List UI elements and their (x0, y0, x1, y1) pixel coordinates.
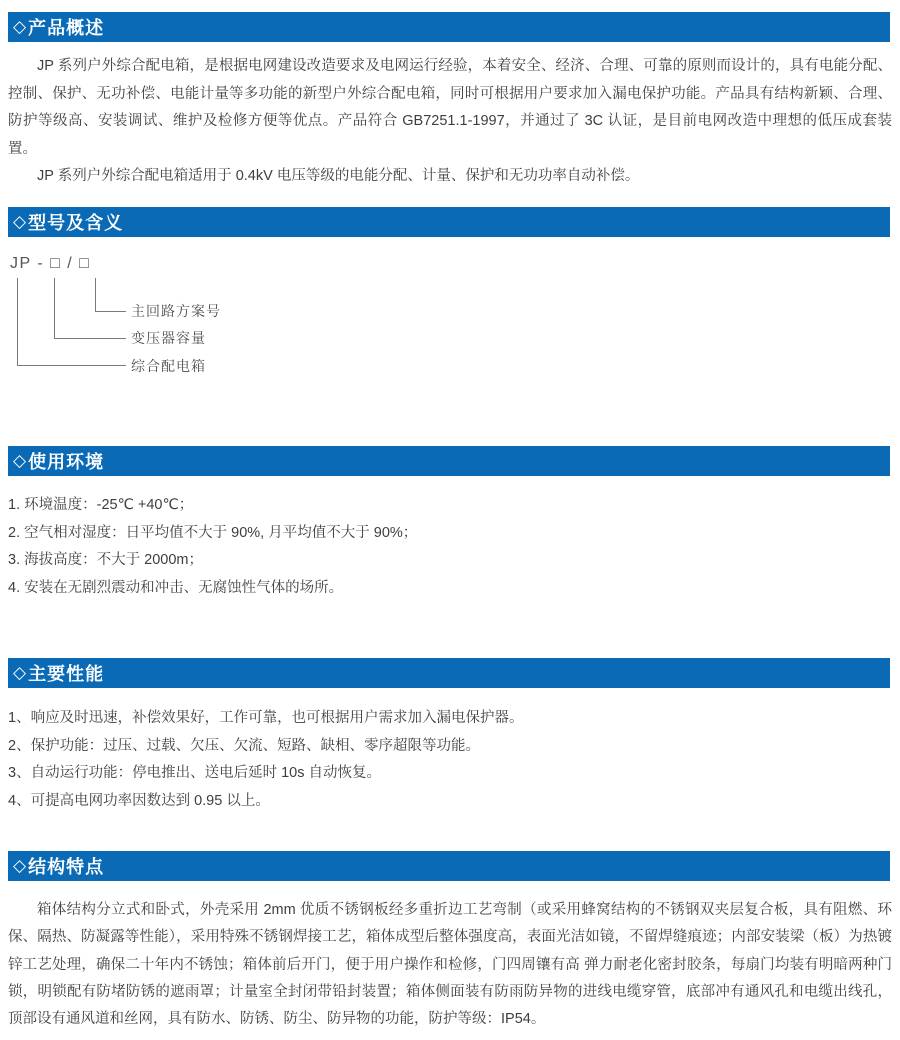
list-item: 3. 海拔高度：不大于 2000m； (8, 552, 203, 569)
section-header-model (8, 207, 890, 237)
list-item: 1. 环境温度：-25℃ +40℃； (8, 497, 194, 513)
structure-text (8, 897, 892, 1033)
section-title-overview: 产品概述 (28, 18, 105, 38)
section-header-structure (8, 851, 890, 881)
overview-text (8, 53, 892, 191)
model-label-transformer-capacity: 变压器容量 (131, 330, 206, 346)
diamond-icon: ◇ (13, 856, 28, 875)
performance-list (8, 705, 892, 815)
diamond-icon: ◇ (13, 451, 28, 470)
section-title-environment: 使用环境 (28, 452, 105, 472)
list-item: 3、自动运行功能：停电推出、送电后延时 10s 自动恢复。 (8, 765, 381, 782)
section-header-performance (8, 658, 890, 688)
list-item: 2. 空气相对湿度：日平均值不大于 90%, 月平均值不大于 90%； (8, 524, 418, 541)
overview-paragraph: JP 系列户外综合配电箱，是根据电网建设改造要求及电网运行经验，本着安全、经济、合理、可靠的原则而设计的，具有电能分配、控制、保护、无功补偿、电能计量等多功能的新型户外综合配电箱，同时可根据用户要求加入漏电保护功能。产品具有结构新颖、合理、防护等级高、安装调试、维护及检修方便等优点。产品符合 GB7251.1-1997，并通过了 3C 认证，是目前电网改造中理想的低压成套装置。 (8, 58, 892, 157)
model-code: JP - □ / □ (10, 255, 91, 272)
list-item: 4. 安装在无剧烈震动和冲击、无腐蚀性气体的场所。 (8, 579, 344, 596)
section-title-performance: 主要性能 (28, 664, 105, 684)
list-item: 1、响应及时迅速，补偿效果好，工作可靠，也可根据用户需求加入漏电保护器。 (8, 710, 524, 726)
section-title-model: 型号及含义 (28, 213, 124, 233)
model-designation-diagram (0, 255, 420, 385)
environment-list (8, 492, 892, 602)
section-title-structure: 结构特点 (28, 857, 105, 877)
model-connector-line (95, 278, 126, 312)
diamond-icon: ◇ (13, 212, 28, 231)
section-header-overview (8, 12, 890, 42)
section-header-environment (8, 446, 890, 476)
structure-paragraph: 箱体结构分立式和卧式，外壳采用 2mm 优质不锈钢板经多重折边工艺弯制（或采用蜂窝结构的不锈钢双夹层复合板，具有阻燃、环保、隔热、防凝露等性能），采用特殊不锈钢焊接工艺，箱体成型后整体强度高，表面光洁如镜，不留焊缝痕迹；内部安装梁（板）为热镀锌工艺处理，确保二十年内不锈蚀；箱体前后开门，便于用户操作和检修，门四周镶有高 弹力耐老化密封胶条，每扇门均装有明暗两种门锁，明锁配有防堵防锈的遮雨罩；计量室全封闭带铅封装置；箱体侧面装有防雨防异物的进线电缆穿管，底部冲有通风孔和电缆出线孔，顶部设有通风道和丝网，具有防水、防锈、防尘、防异物的功能，防护等级：IP54。 (8, 902, 892, 1028)
model-label-main-circuit: 主回路方案号 (131, 303, 221, 319)
list-item: 4、可提高电网功率因数达到 0.95 以上。 (8, 792, 270, 809)
overview-paragraph: JP 系列户外综合配电箱适用于 0.4kV 电压等级的电能分配、计量、保护和无功功率自动补偿。 (37, 168, 640, 184)
model-label-distribution-box: 综合配电箱 (131, 358, 206, 374)
diamond-icon: ◇ (13, 663, 28, 682)
diamond-icon: ◇ (13, 17, 28, 36)
list-item: 2、保护功能：过压、过载、欠压、欠流、短路、缺相、零序超限等功能。 (8, 737, 481, 754)
